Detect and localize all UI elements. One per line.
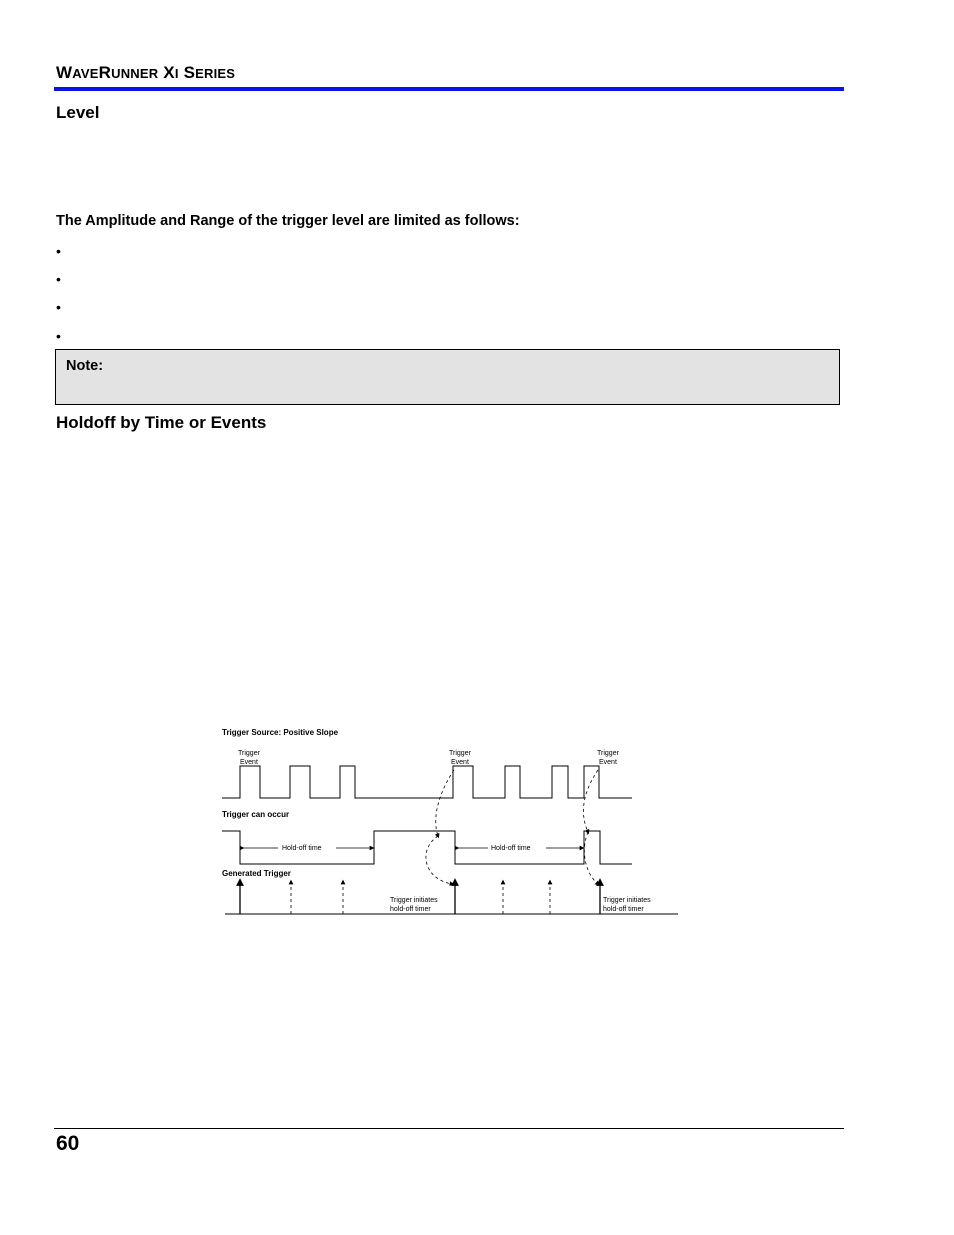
header-rule	[54, 87, 844, 91]
note-box	[55, 349, 840, 405]
holdoff-time-label-1: Hold-off time	[282, 845, 322, 852]
note-label: Note:	[66, 358, 104, 374]
section-heading-holdoff: Holdoff by Time or Events	[56, 413, 267, 432]
trigger-event-label-1b: Event	[240, 759, 258, 766]
timing-diagram-svg	[218, 724, 688, 924]
trigger-event-label-1: Trigger	[238, 750, 260, 757]
bullet-point: •	[56, 328, 61, 344]
series-letters: UNNER	[111, 66, 159, 81]
section-heading-level: Level	[56, 103, 100, 122]
trigger-event-label-3b: Event	[599, 759, 617, 766]
bullet-point: •	[56, 271, 61, 287]
holdoff-time-label-2: Hold-off time	[491, 845, 531, 852]
trigger-can-occur-label: Trigger can occur	[222, 810, 290, 819]
trigger-source-label: Trigger Source: Positive Slope	[222, 728, 339, 737]
series-letters: AVE	[72, 66, 99, 81]
series-letter: W	[56, 63, 73, 82]
running-header	[56, 63, 235, 83]
footer-rule	[54, 1128, 844, 1129]
bullet-point: •	[56, 243, 61, 259]
series-letter: S	[183, 63, 196, 82]
trigger-initiates-label-1b: hold-off timer	[390, 906, 431, 913]
trigger-event-label-3: Trigger	[597, 750, 619, 757]
series-letters: ERIES	[195, 66, 236, 81]
page-number: 60	[56, 1132, 80, 1155]
trigger-source-waveform	[222, 766, 632, 798]
bullet-point: •	[56, 299, 61, 315]
series-letter: R	[98, 63, 112, 82]
curved-dashed-arrow	[584, 832, 598, 884]
series-letters: I	[174, 66, 179, 81]
trigger-initiates-label-2b: hold-off timer	[603, 906, 644, 913]
curved-dashed-arrow	[583, 770, 598, 832]
generated-trigger-label: Generated Trigger	[222, 869, 291, 878]
curved-dashed-arrow	[426, 836, 452, 884]
holdoff-timing-diagram	[218, 724, 688, 924]
trigger-initiates-label-2: Trigger initiates	[603, 897, 651, 904]
series-letter: X	[163, 63, 175, 82]
trigger-event-label-2: Trigger	[449, 750, 471, 757]
limits-paragraph: The Amplitude and Range of the trigger level are limited as follows:	[56, 213, 520, 229]
trigger-event-label-2b: Event	[451, 759, 469, 766]
trigger-initiates-label-1: Trigger initiates	[390, 897, 438, 904]
curved-dashed-arrow	[436, 770, 454, 836]
